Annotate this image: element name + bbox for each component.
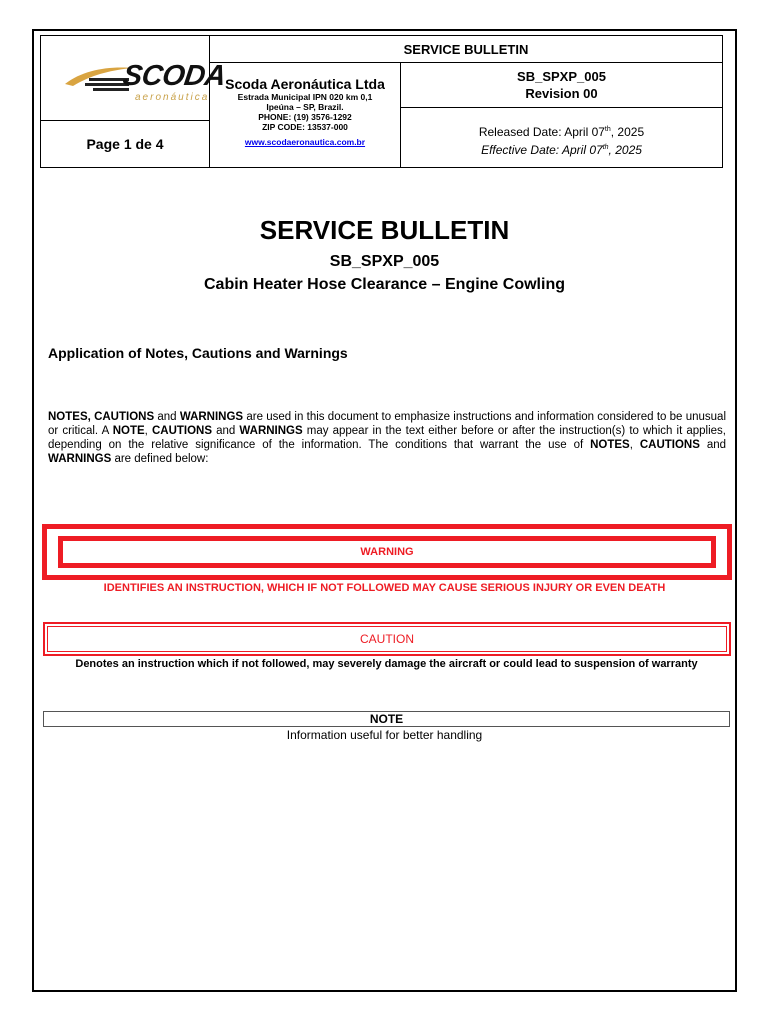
company-address-2: Ipeúna – SP, Brazil. — [266, 102, 344, 112]
bulletin-id: SB_SPXP_005 — [517, 69, 606, 84]
company-name: Scoda Aeronáutica Ltda — [225, 76, 385, 92]
dates-block — [401, 122, 722, 158]
company-zip: ZIP CODE: 13537-000 — [262, 122, 348, 132]
document-title: SERVICE BULLETIN — [259, 215, 510, 245]
intro-paragraph: NOTES, CAUTIONS and WARNINGS are used in this document to emphasize instructions and information considered to be unusual or critical. A NOTE, CAUTIONS and WARNINGS may appear in the text either before or after the instruction(s) to which it applies, depending on the relative significance of the information. The conditions that warrant the use of NOTES, CAUTIONS and WARNINGS are defined below: — [48, 411, 727, 465]
warning-text: IDENTIFIES AN INSTRUCTION, WHICH IF NOT FOLLOWED MAY CAUSE SERIOUS INJURY OR EVEN DEATH — [103, 582, 666, 594]
caution-label: CAUTION — [47, 626, 727, 652]
note-label: NOTE — [43, 711, 730, 727]
effective-date: Effective Date: April 07th, 2025 — [481, 143, 642, 157]
bulletin-revision: Revision 00 — [525, 86, 598, 101]
bulletin-id-block — [401, 68, 722, 102]
document-subject: Cabin Heater Hose Clearance – Engine Cowling — [204, 276, 565, 293]
company-address-1: Estrada Municipal IPN 020 km 0,1 — [237, 92, 373, 102]
logo-tagline: aeronáutica — [135, 92, 210, 103]
released-date: Released Date: April 07th, 2025 — [478, 125, 645, 139]
header-table — [40, 35, 723, 168]
header-divider — [400, 107, 722, 108]
section-heading: Application of Notes, Cautions and Warnings — [48, 345, 348, 361]
warning-label: WARNING — [58, 536, 716, 568]
company-info — [210, 76, 400, 150]
header-divider — [209, 62, 722, 63]
page-number: Page 1 de 4 — [86, 136, 164, 152]
document-id: SB_SPXP_005 — [329, 253, 440, 270]
company-phone: PHONE: (19) 3576-1292 — [258, 112, 352, 122]
document-page — [32, 29, 737, 992]
scoda-logo — [63, 58, 228, 114]
logo-wordmark: SCODA — [120, 60, 228, 92]
caution-text: Denotes an instruction which if not followed, may severely damage the aircraft or could lead to suspension of warranty — [75, 658, 698, 670]
company-website-link[interactable]: www.scodaeronautica.com.br — [244, 137, 366, 147]
warning-box — [42, 524, 732, 580]
note-text: Information useful for better handling — [286, 728, 483, 742]
caution-box — [43, 622, 731, 656]
header-doc-type: SERVICE BULLETIN — [403, 41, 529, 57]
